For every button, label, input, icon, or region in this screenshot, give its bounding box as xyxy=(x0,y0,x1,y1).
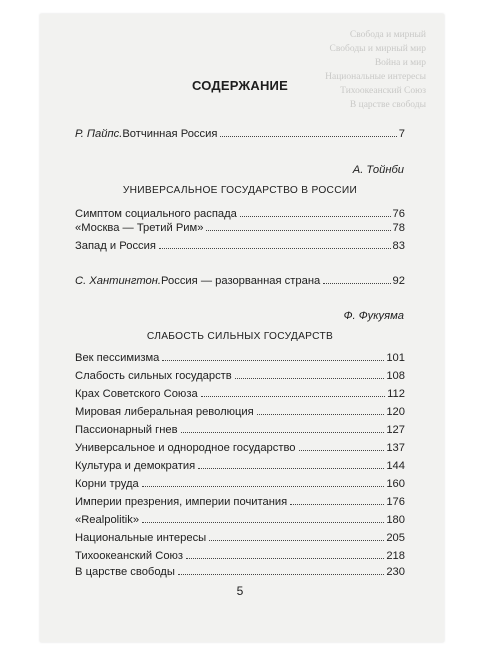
toc-entry[interactable] xyxy=(75,388,405,404)
section-author-fukuyama: Ф. Фукуяма xyxy=(343,310,404,322)
toc-entry[interactable] xyxy=(75,442,405,458)
entry-page: 180 xyxy=(386,514,405,526)
bleed-line: Национальные интересы xyxy=(325,72,426,82)
entry-title: Симптом социального распада xyxy=(75,208,237,220)
entry-title: Мировая либеральная революция xyxy=(75,406,254,418)
entry-page: 144 xyxy=(386,460,405,472)
toc-entry[interactable] xyxy=(75,532,405,548)
leader-dots xyxy=(142,522,384,523)
entry-title: Россия — разорванная страна xyxy=(161,275,321,287)
entry-page: 160 xyxy=(386,478,405,490)
leader-dots xyxy=(235,378,385,379)
leader-dots xyxy=(323,283,390,284)
bleed-line: Тихоокеанский Союз xyxy=(340,86,426,96)
section-author-toynbee: А. Тойнби xyxy=(352,164,404,176)
entry-title: Универсальное и однородное государство xyxy=(75,442,296,454)
toc-entry[interactable] xyxy=(75,514,405,530)
leader-dots xyxy=(198,468,384,469)
leader-dots xyxy=(240,216,391,217)
toc-entry[interactable] xyxy=(75,406,405,422)
leader-dots xyxy=(206,230,390,231)
entry-title: Запад и Россия xyxy=(75,240,156,252)
entry-title: «Москва — Третий Рим» xyxy=(75,222,204,234)
entry-page: 127 xyxy=(386,424,405,436)
section-heading-weakness: СЛАБОСТЬ СИЛЬНЫХ ГОСУДАРСТВ xyxy=(146,331,334,342)
bleed-line: Война и мир xyxy=(374,58,426,68)
entry-page: 92 xyxy=(392,275,405,287)
entry-title: Пассионарный гнев xyxy=(75,424,178,436)
entry-title: Век пессимизма xyxy=(75,352,160,364)
toc-entry[interactable] xyxy=(75,566,405,582)
leader-dots xyxy=(181,432,385,433)
entry-page: 137 xyxy=(386,442,405,454)
leader-dots xyxy=(299,450,385,451)
toc-entry-huntington[interactable] xyxy=(75,275,405,291)
leader-dots xyxy=(220,136,396,137)
leader-dots xyxy=(186,558,384,559)
leader-dots xyxy=(209,540,384,541)
bleed-line: В царстве свободы xyxy=(349,100,426,110)
entry-page: 120 xyxy=(386,406,405,418)
entry-title: Культура и демократия xyxy=(75,460,196,472)
bleed-line: Свободы и мирный мир xyxy=(329,44,426,54)
entry-title: «Realpolitik» xyxy=(75,514,140,526)
toc-entry[interactable] xyxy=(75,478,405,494)
entry-title: В царстве свободы xyxy=(75,566,175,578)
entry-title: Империи презрения, империи почитания xyxy=(75,496,288,508)
toc-entry[interactable] xyxy=(75,240,405,256)
entry-page: 83 xyxy=(392,240,405,252)
leader-dots xyxy=(201,396,385,397)
toc-entry[interactable] xyxy=(75,424,405,440)
toc-entry[interactable] xyxy=(75,460,405,476)
leader-dots xyxy=(257,414,385,415)
toc-entry[interactable] xyxy=(75,370,405,386)
entry-author: Р. Пайпс. xyxy=(75,128,123,140)
toc-entry-pipes[interactable] xyxy=(75,128,405,144)
bleed-line: Свобода и мирный xyxy=(349,30,426,40)
entry-title: Слабость сильных государств xyxy=(75,370,232,382)
leader-dots xyxy=(178,574,384,575)
entry-page: 101 xyxy=(386,352,405,364)
toc-entry[interactable] xyxy=(75,222,405,238)
section-heading-universal-state: УНИВЕРСАЛЬНОЕ ГОСУДАРСТВО В РОССИИ xyxy=(122,185,358,196)
entry-title: Тихоокеанский Союз xyxy=(75,550,184,562)
entry-page: 230 xyxy=(386,566,405,578)
entry-page: 218 xyxy=(386,550,405,562)
entry-title: Крах Советского Союза xyxy=(75,388,198,400)
toc-entry[interactable] xyxy=(75,550,405,566)
entry-title: Корни труда xyxy=(75,478,139,490)
entry-page: 7 xyxy=(398,128,405,140)
leader-dots xyxy=(142,486,385,487)
leader-dots xyxy=(162,360,384,361)
leader-dots xyxy=(159,248,391,249)
entry-page: 112 xyxy=(387,388,405,400)
entry-page: 108 xyxy=(386,370,405,382)
entry-author: С. Хантингтон. xyxy=(75,275,162,287)
entry-title: Вотчинная Россия xyxy=(122,128,218,140)
entry-page: 78 xyxy=(392,222,405,234)
leader-dots xyxy=(290,504,384,505)
toc-entry[interactable] xyxy=(75,496,405,512)
entry-page: 205 xyxy=(386,532,405,544)
page-number: 5 xyxy=(236,584,244,598)
page-title: СОДЕРЖАНИЕ xyxy=(192,78,288,93)
toc-entry[interactable] xyxy=(75,352,405,368)
entry-page: 76 xyxy=(392,208,405,220)
entry-page: 176 xyxy=(386,496,405,508)
entry-title: Национальные интересы xyxy=(75,532,207,544)
